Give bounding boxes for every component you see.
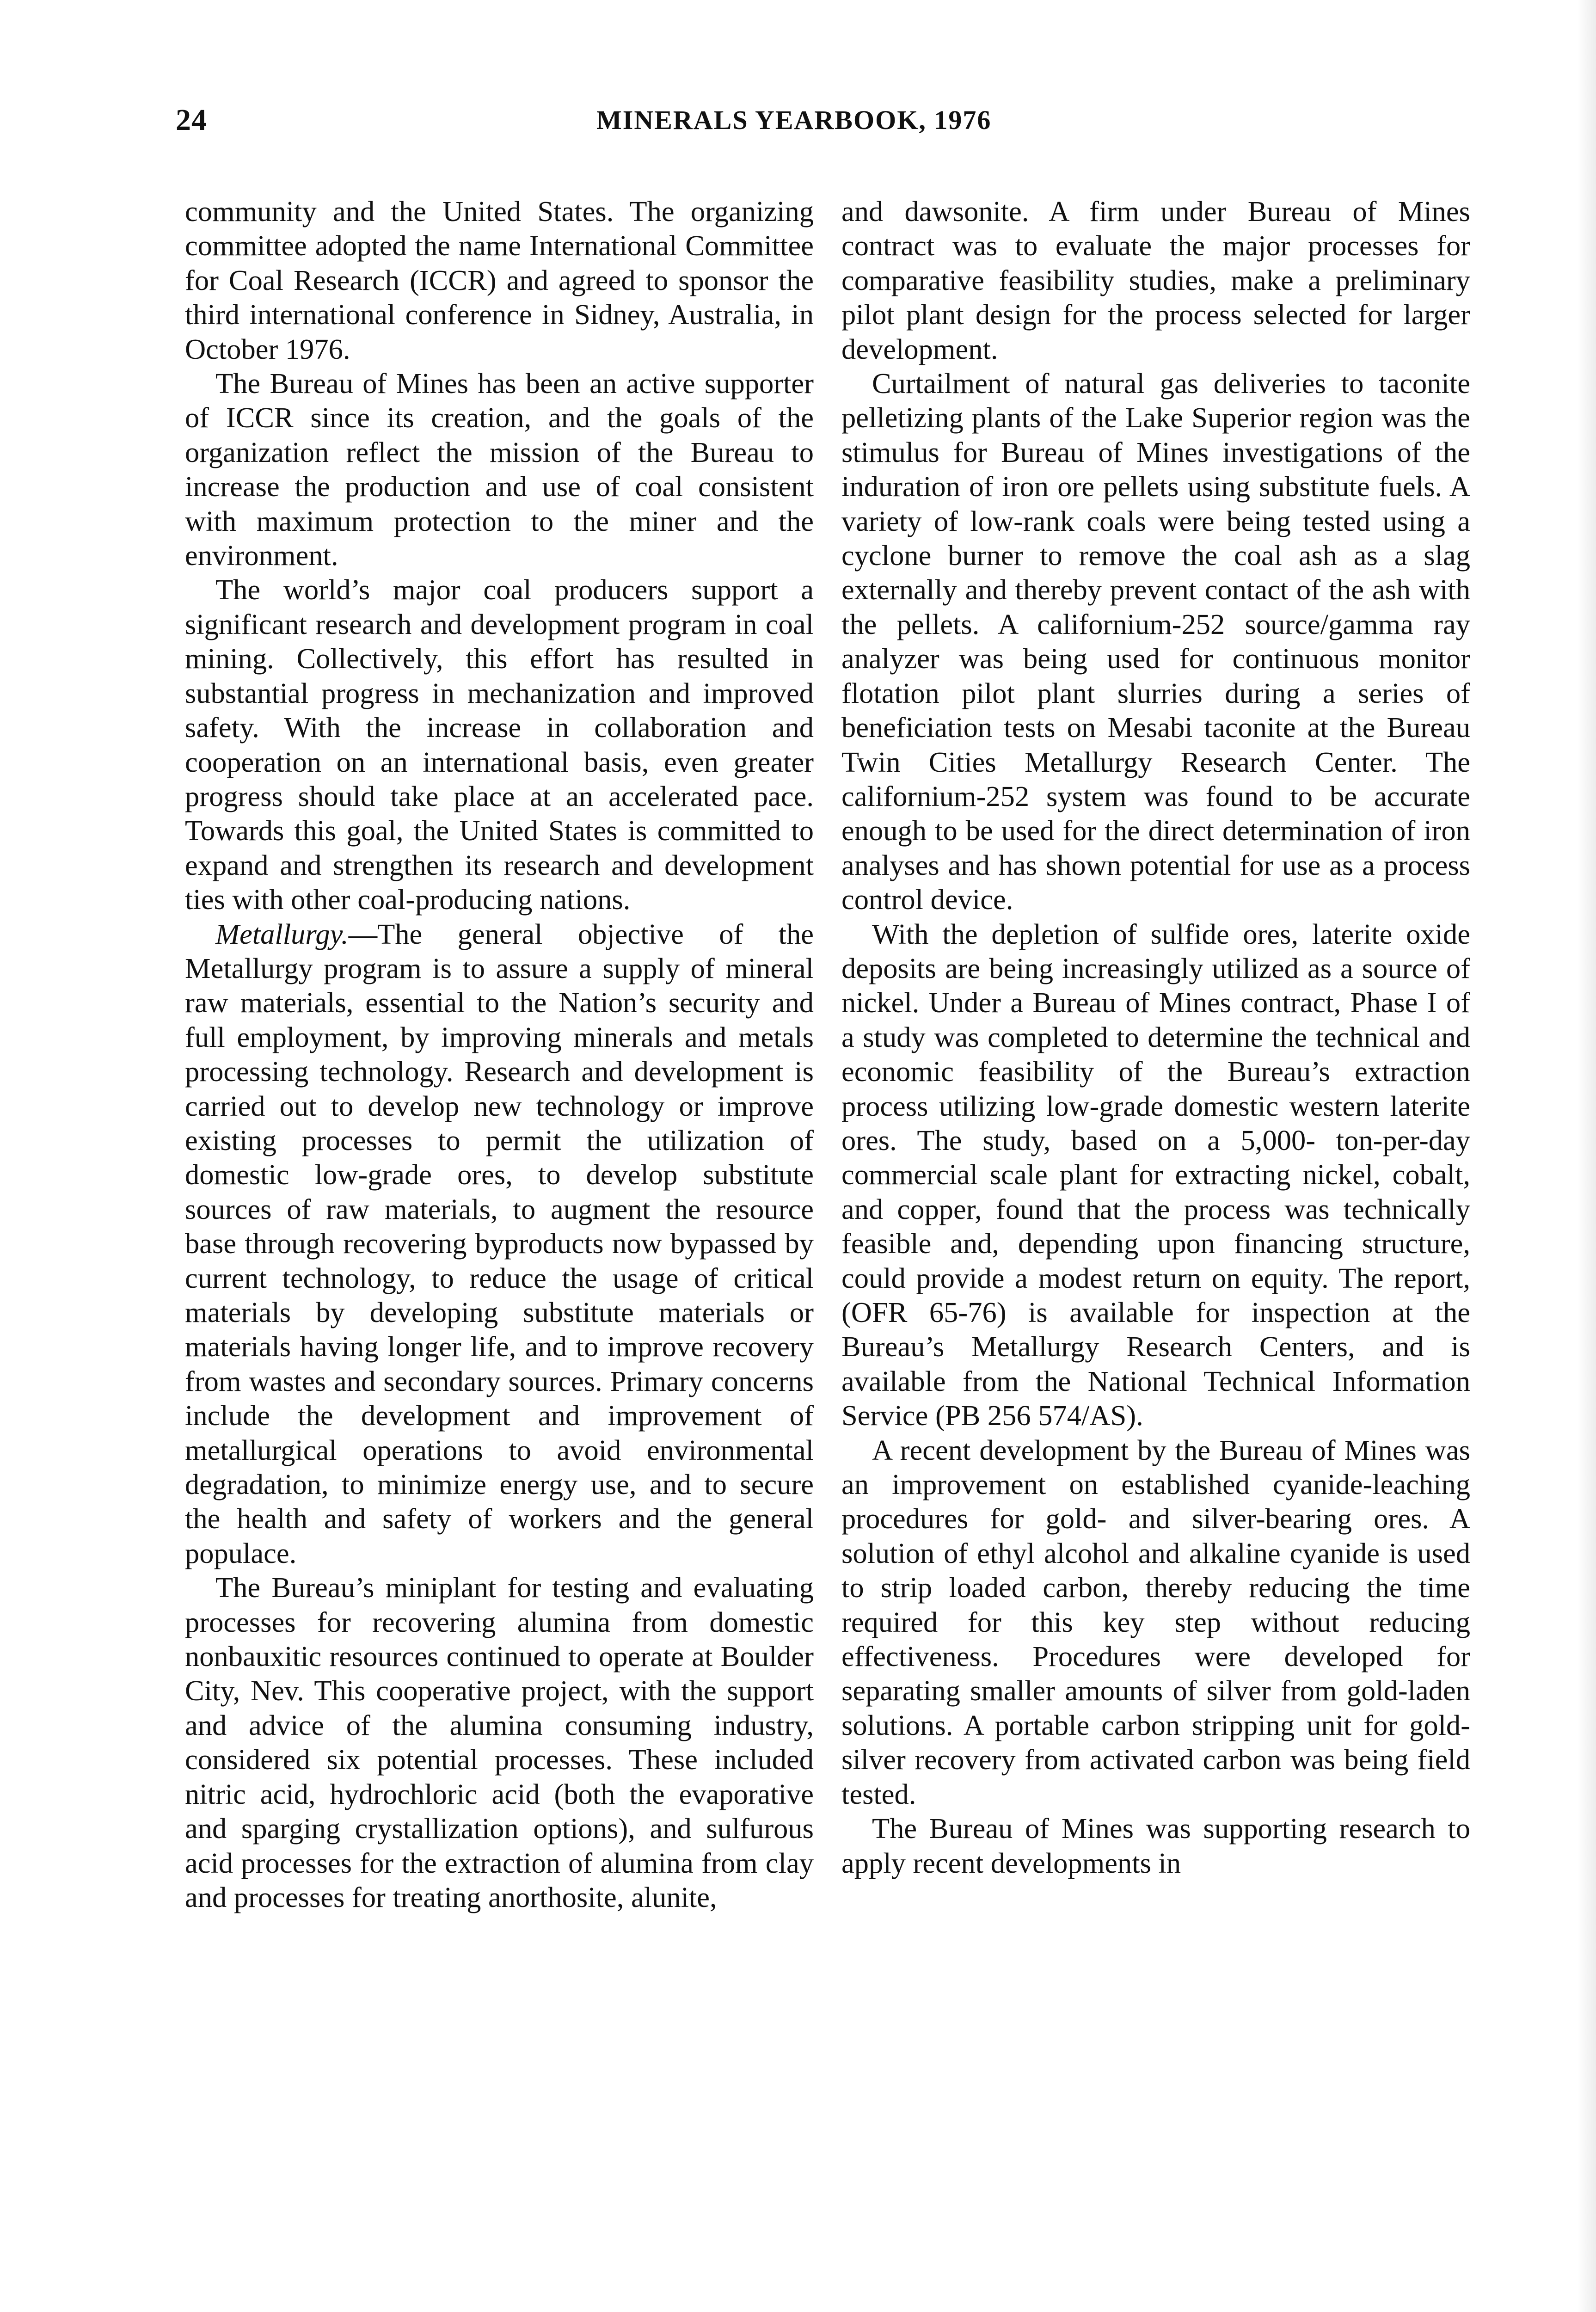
paragraph: Curtailment of natural gas deliveries to taconite pelletizing plants of the Lake Superior region was the stimulus for Bureau of Mines investigations of the induration of iron ore pellets using substitute fuels. A variety of low-rank coals were being tested using a cyclone burner to remove the coal ash as a slag externally and thereby prevent contact of the ash with the pellets. A californium-252 source/gamma ray analyzer was being used for continuous monitor flotation pilot plant slurries during a series of beneficiation tests on Mesabi taconite at the Bureau Twin Cities Metallurgy Research Center. The californium-252 system was found to be accurate enough to be used for the direct determination of iron analyses and has shown potential for use as a process control device. — [841, 367, 1470, 916]
page-number: 24 — [176, 103, 207, 137]
run-in-heading: Metallurgy. — [215, 917, 349, 950]
running-head: MINERALS YEARBOOK, 1976 — [596, 105, 992, 135]
left-column — [185, 194, 814, 1914]
right-column — [841, 194, 1470, 1880]
paragraph-metallurgy — [185, 917, 814, 1571]
paragraph: and dawsonite. A firm under Bureau of Mines contract was to evaluate the major processes for comparative feasibility studies, make a preliminary pilot plant design for the process selected for larger development. — [841, 195, 1470, 365]
scan-edge-shadow — [1578, 0, 1596, 2312]
paragraph: The Bureau of Mines has been an active supporter of ICCR since its creation, and the goals of the organization reflect the mission of the Bureau to increase the production and use of coal consistent with maximum protection to the miner and the environment. — [185, 367, 814, 572]
paragraph: The Bureau’s miniplant for testing and evaluating processes for recovering alumina from domestic nonbauxitic resources continued to operate at Boulder City, Nev. This cooperative project, with the support and advice of the alumina consuming industry, considered six potential processes. These included nitric acid, hydrochloric acid (both the evaporative and sparging crystallization options), and sulfurous acid processes for the extraction of alumina from clay and processes for treating anorthosite, alunite, — [185, 1571, 814, 1913]
paragraph: The world’s major coal producers support a significant research and development program in coal mining. Collectively, this effort has resulted in substantial progress in mechanization and improved safety. With the increase in collaboration and cooperation on an international basis, even greater progress should take place at an accelerated pace. Towards this goal, the United States is committed to expand and strengthen its research and development ties with other coal-producing nations. — [185, 573, 814, 916]
paragraph: community and the United States. The organizing committee adopted the name International Committee for Coal Research (ICCR) and agreed to sponsor the third international conference in Sidney, Australia, in October 1976. — [185, 195, 814, 365]
paragraph-body: —The general objective of the Metallurgy program is to assure a supply of mineral raw materials, essential to the Nation’s security and full employment, by improving minerals and metals processing technology. Research and development is carried out to develop new technology or improve existing processes to permit the utilization of domestic low-grade ores, to develop substitute sources of raw materials, to augment the resource base through recovering byproducts now bypassed by current technology, to reduce the usage of critical materials by developing substitute materials or materials having longer life, and to improve recovery from wastes and secondary sources. Primary concerns include the development and improvement of metallurgical operations to avoid environmental degradation, to minimize energy use, and to secure the health and safety of workers and the general populace. — [185, 917, 814, 1569]
paragraph: The Bureau of Mines was supporting research to apply recent developments in — [841, 1812, 1470, 1879]
paragraph: With the depletion of sulfide ores, laterite oxide deposits are being increasingly utilized as a source of nickel. Under a Bureau of Mines contract, Phase I of a study was completed to determine the technical and economic feasibility of the Bureau’s extraction process utilizing low-grade domestic western laterite ores. The study, based on a 5,000- ton-per-day commercial scale plant for extracting nickel, cobalt, and copper, found that the process was technically feasible and, depending upon financing structure, could provide a modest return on equity. The report, (OFR 65-76) is available for inspection at the Bureau’s Metallurgy Research Centers, and is available from the National Technical Information Service (PB 256 574/AS). — [841, 917, 1470, 1432]
paragraph: A recent development by the Bureau of Mines was an improvement on established cyanide-leaching procedures for gold- and silver-bearing ores. A solution of ethyl alcohol and alkaline cyanide is used to strip loaded carbon, thereby reducing the time required for this key step without reducing effectiveness. Procedures were developed for separating smaller amounts of silver from gold-laden solutions. A portable carbon stripping unit for gold-silver recovery from activated carbon was being field tested. — [841, 1433, 1470, 1810]
